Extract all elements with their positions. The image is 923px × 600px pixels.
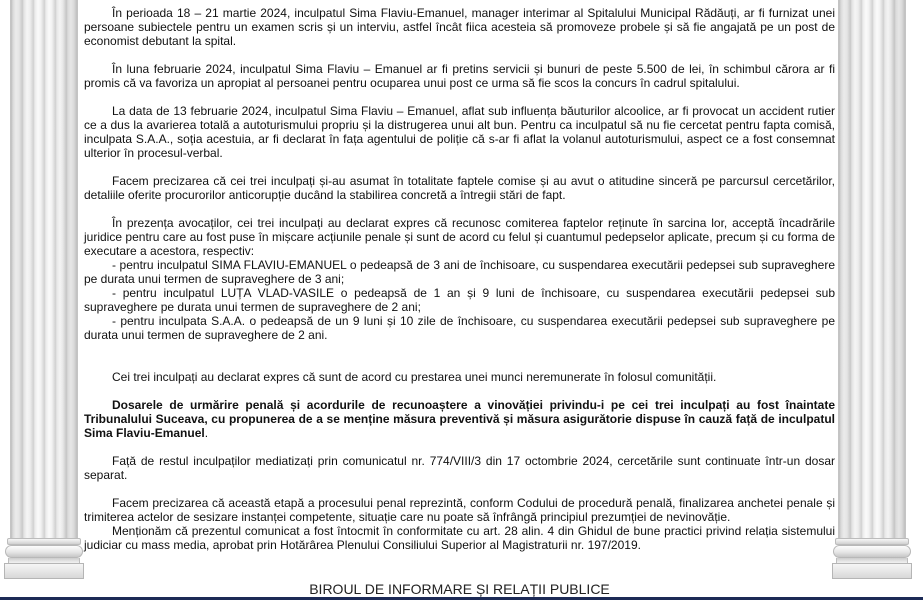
pillar-plinth bbox=[4, 563, 84, 579]
right-pillar-decoration bbox=[832, 0, 912, 580]
paragraph-exam-subjects: În perioada 18 – 21 martie 2024, inculpatul Sima Flaviu-Emanuel, manager interimar al Spitalului Municipal Rădăuți, ar fi furnizat unei persoane subiectele pentru un examen scris și un interviu, astfel încât fiica acesteia să promoveze probele și să fie angajată pe un post de economist debutant la spital. bbox=[84, 6, 835, 48]
sentence-item: - pentru inculpatul SIMA FLAVIU-EMANUEL o pedeapsă de 3 ani de închisoare, cu suspendarea executării pedepsei sub supraveghere pe durata unui termen de supraveghere de 3 ani; bbox=[84, 258, 835, 286]
paragraph-separate-case: Față de restul inculpaților mediatizați prin comunicatul nr. 774/VIII/3 din 17 octombrie 2024, cercetările sunt continuate într-un dosar separat. bbox=[84, 454, 835, 482]
plea-agreement-intro: În prezența avocaților, cei trei inculpați au declarat expres că recunosc comiterea faptelor reținute în sarcina lor, acceptă încadrările juridice pentru care au fost puse în mișcare acțiunile penale și sunt de acord cu felul și cuantumul pedepselor aplicate, precum și cu forma de executare a acestora, respectiv: bbox=[84, 216, 835, 258]
press-release-body bbox=[84, 6, 835, 566]
footer-office-name: BIROUL DE INFORMARE ȘI RELAȚII PUBLICE bbox=[309, 581, 610, 597]
paragraph-bribe-request: În luna februarie 2024, inculpatul Sima Flaviu – Emanuel ar fi pretins servicii și bunuri de peste 5.500 de lei, în schimbul cărora ar fi promis că va favoriza un apropiat al persoanei pentru ocuparea unui post ce urma să fie scos la concurs în cadrul spitalului. bbox=[84, 62, 835, 90]
indictment-bold-text: Dosarele de urmărire penală și acordurile de recunoaștere a vinovăției privindu-i pe cei trei inculpați au fost înaintate Tribunalului Suceava, cu propunerea de a se menține măsura preventivă și măsura asigurătorie dispuse în cauză față de inculpatul Sima Flaviu-Emanuel bbox=[84, 398, 835, 440]
paragraph-road-accident: La data de 13 februarie 2024, inculpatul Sima Flaviu – Emanuel, aflat sub influența băuturilor alcoolice, ar fi provocat un accident rutier ce a dus la avarierea totală a autoturismului propriu și la distrugerea unui alt bun. Pentru ca inculpatul să nu fie cercetat pentru fapta comisă, inculpata S.A.A., soția acestuia, ar fi declarat în fața agentului de poliție că s-ar fi aflat la volanul autoturismului, aspect ce a fost consemnat ulterior în procesul-verbal. bbox=[84, 104, 835, 160]
sentence-item: - pentru inculpatul LUȚA VLAD-VASILE o pedeapsă de 1 an și 9 luni de închisoare, cu suspendarea executării pedepsei sub supraveghere pe durata unui termen de supraveghere de 2 ani; bbox=[84, 286, 835, 314]
pillar-base-ring bbox=[7, 538, 81, 545]
paragraph-presumption-note: Facem precizarea că această etapă a procesului penal reprezintă, conform Codului de procedură penală, finalizarea anchetei penale și trimiterea actelor de sesizare instanței competente, situație care nu poate să înfrângă principiul prezumției de nevinovăție. bbox=[84, 496, 835, 524]
pillar-base-ring bbox=[835, 538, 909, 545]
paragraph-community-service: Cei trei inculpați au declarat expres că sunt de acord cu prestarea unei munci neremunerate în folosul comunității. bbox=[112, 370, 717, 384]
indictment-tail: . bbox=[204, 426, 209, 440]
pillar-base-torus bbox=[5, 545, 83, 558]
paragraph-indictment bbox=[84, 398, 835, 440]
plea-agreement-section bbox=[84, 216, 835, 342]
pillar-base-torus bbox=[833, 545, 911, 558]
pillar-shaft bbox=[10, 0, 78, 540]
sentence-item: - pentru inculpata S.A.A. o pedeapsă de un 9 luni și 10 zile de închisoare, cu suspendarea executării pedepsei sub supraveghere pe durata unui termen de supraveghere de 2 ani. bbox=[84, 314, 835, 342]
pillar-plinth bbox=[832, 563, 912, 579]
paragraph-csm-note: Menționăm că prezentul comunicat a fost întocmit în conformitate cu art. 28 alin. 4 din Ghidul de bune practici privind relația sistemului judiciar cu mass media, aprobat prin Hotărârea Plenului Consiliului Superior al Magistraturii nr. 197/2019. bbox=[84, 524, 835, 552]
pillar-shaft bbox=[838, 0, 906, 540]
left-pillar-decoration bbox=[4, 0, 84, 580]
paragraph-cooperation: Facem precizarea că cei trei inculpați și-au asumat în totalitate faptele comise și au avut o atitudine sinceră pe parcursul cercetărilor, detaliile oferite procurorilor anticorupție ducând la stabilirea concretă a întregii stări de fapt. bbox=[84, 174, 835, 202]
